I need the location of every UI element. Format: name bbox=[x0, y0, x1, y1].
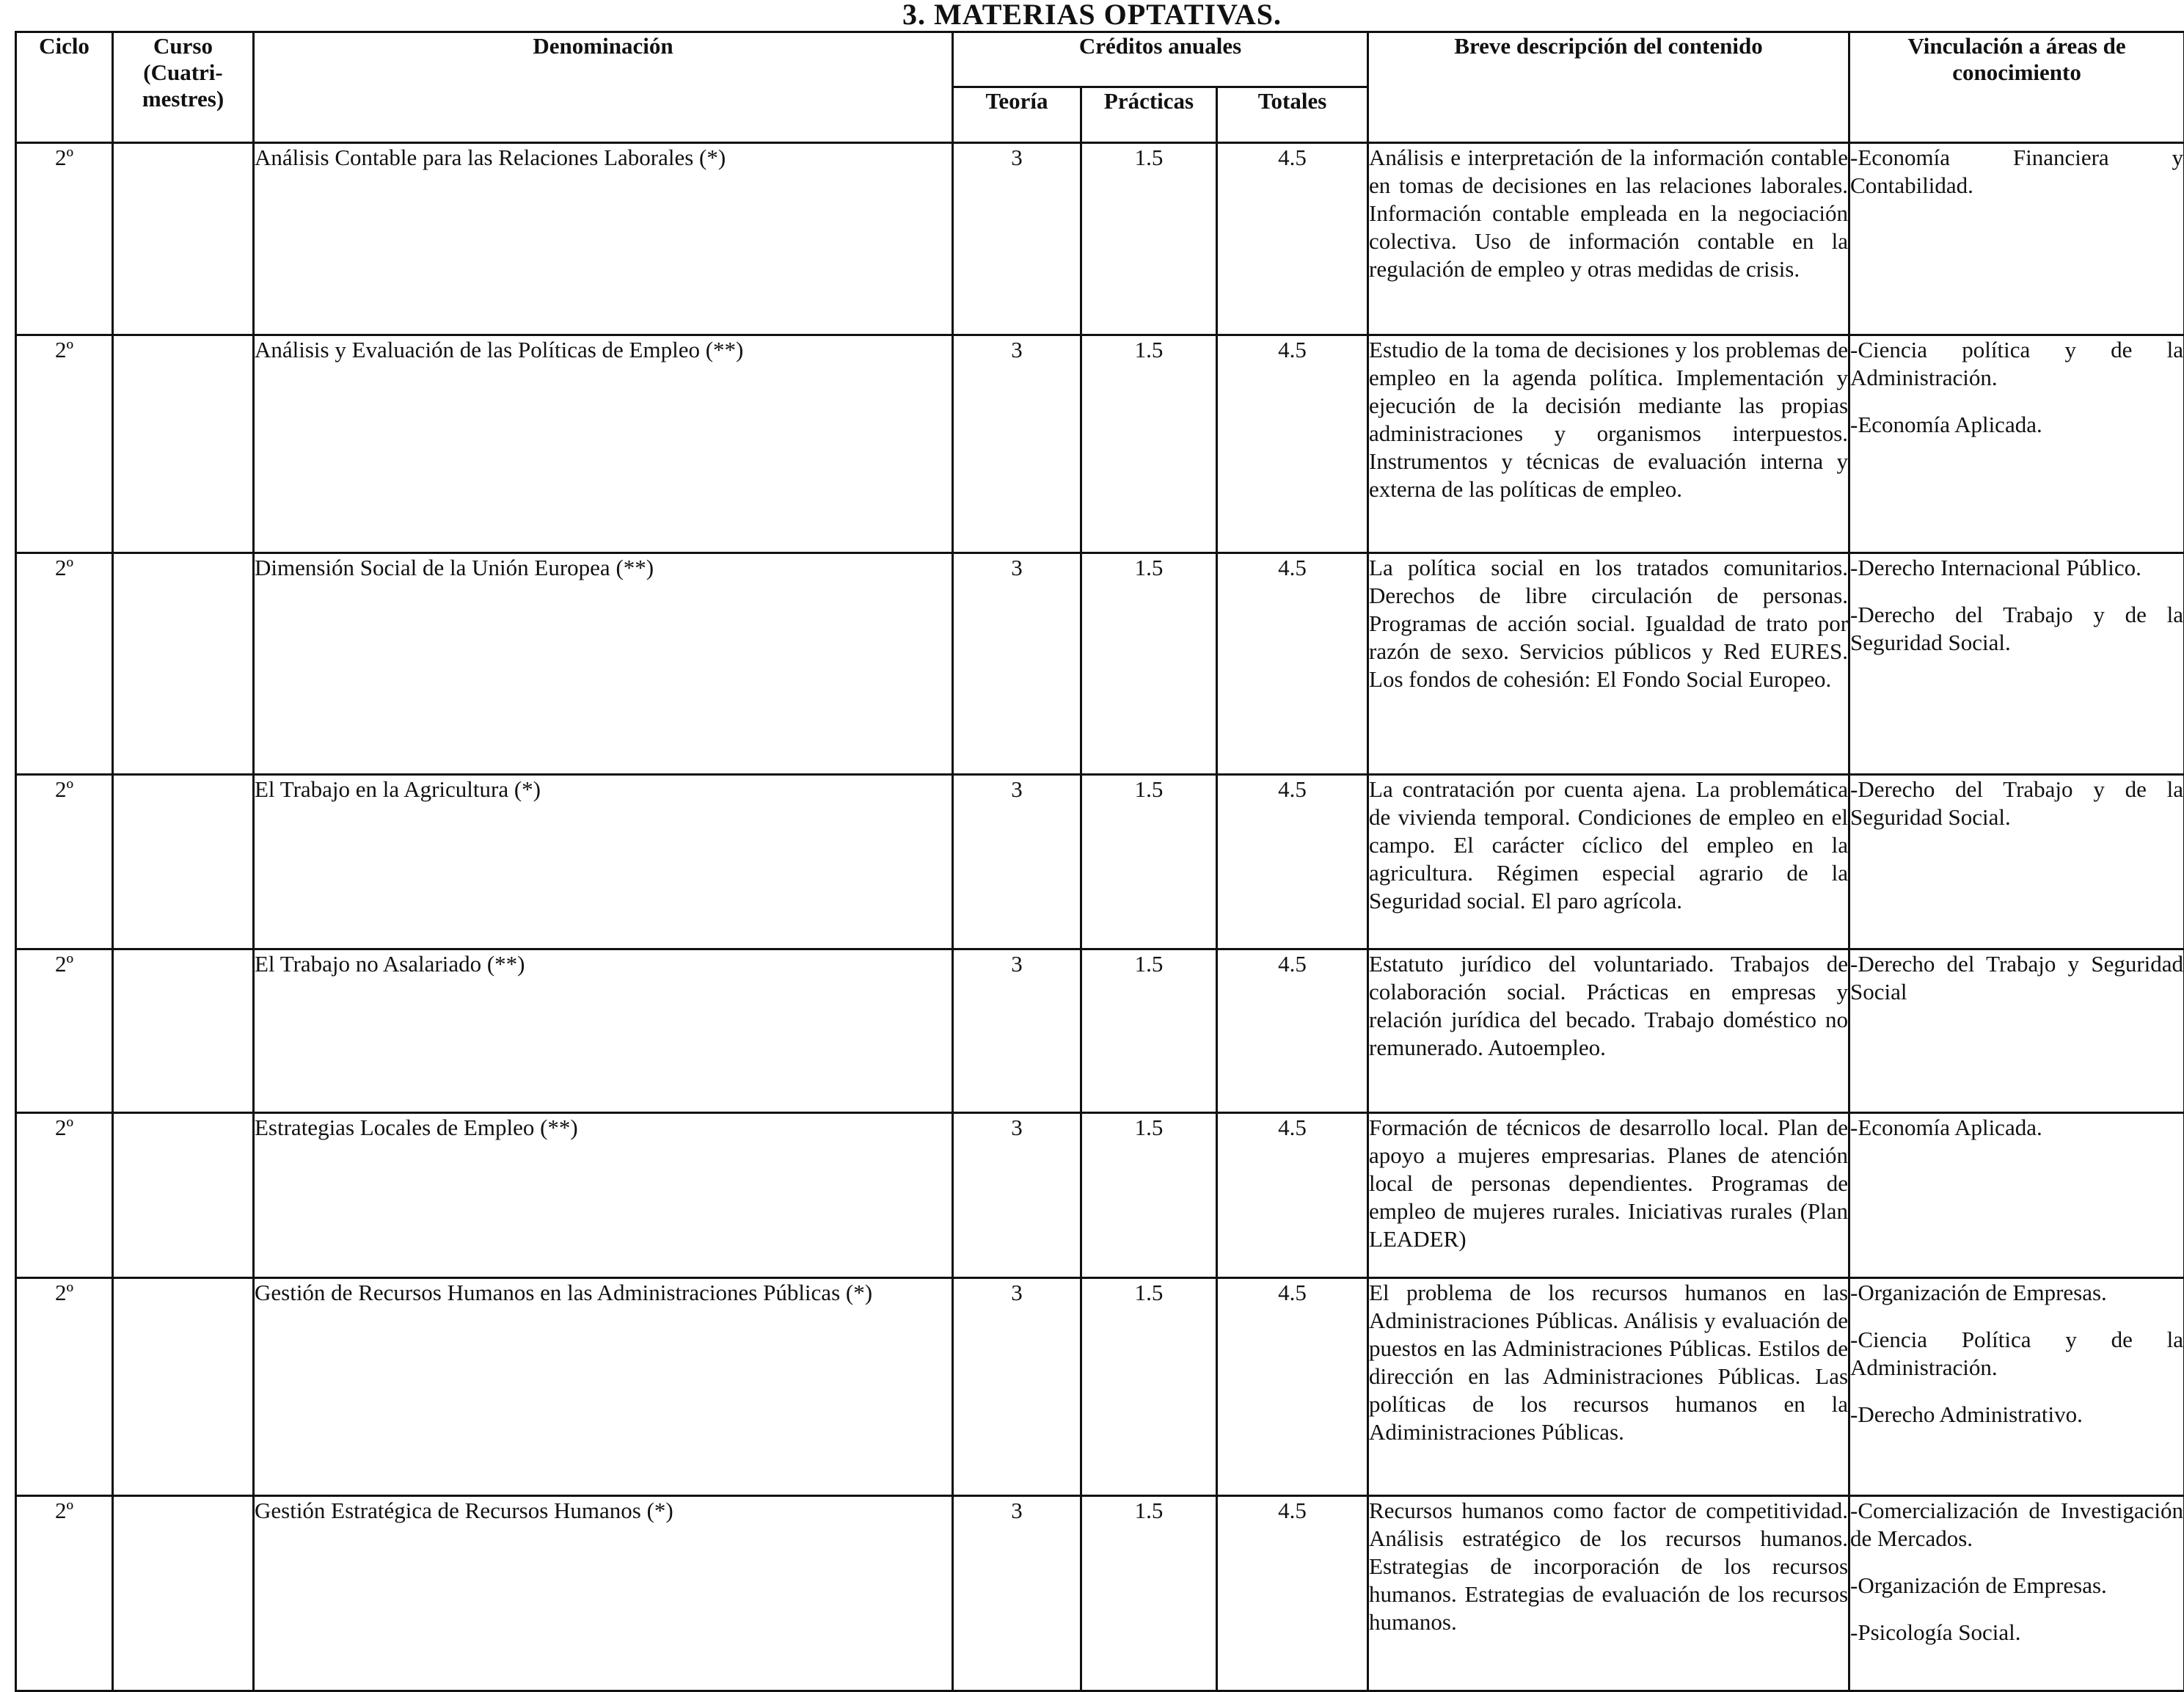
cell-descripcion: Análisis e interpretación de la información contable en tomas de decisiones en las relaciones laborales. Información contable empleada en la negociación colectiva. Uso de información contable en la regulación de empleo y otras medidas de crisis. bbox=[1368, 143, 1849, 335]
cell-teoria: 3 bbox=[953, 143, 1081, 335]
cell-curso bbox=[113, 775, 254, 949]
area-item: -Organización de Empresas. bbox=[1850, 1279, 2183, 1307]
cell-teoria: 3 bbox=[953, 949, 1081, 1113]
cell-ciclo: 2º bbox=[16, 553, 113, 775]
cell-totales: 4.5 bbox=[1217, 775, 1368, 949]
table-row bbox=[16, 1278, 2184, 1496]
optional-subjects-table bbox=[15, 31, 2184, 1692]
cell-descripcion: Estatuto jurídico del voluntariado. Trabajos de colaboración social. Prácticas en empresas y relación jurídica del becado. Trabajo doméstico no remunerado. Autoempleo. bbox=[1368, 949, 1849, 1113]
cell-curso bbox=[113, 553, 254, 775]
cell-curso bbox=[113, 1113, 254, 1278]
table-row bbox=[16, 143, 2184, 335]
cell-denominacion: Análisis Contable para las Relaciones Laborales (*) bbox=[254, 143, 953, 335]
area-item: -Ciencia Política y de la Administración. bbox=[1850, 1326, 2183, 1382]
cell-totales: 4.5 bbox=[1217, 335, 1368, 553]
table-row bbox=[16, 775, 2184, 949]
cell-practicas: 1.5 bbox=[1081, 1496, 1217, 1691]
cell-vinculacion bbox=[1849, 775, 2184, 949]
area-item: -Organización de Empresas. bbox=[1850, 1572, 2183, 1600]
cell-descripcion: La contratación por cuenta ajena. La problemática de vivienda temporal. Condiciones de empleo en el campo. El carácter cíclico del empleo en la agricultura. Régimen especial agrario de la Seguridad social. El paro agrícola. bbox=[1368, 775, 1849, 949]
cell-denominacion: Gestión de Recursos Humanos en las Administraciones Públicas (*) bbox=[254, 1278, 953, 1496]
cell-teoria: 3 bbox=[953, 1278, 1081, 1496]
table-row bbox=[16, 553, 2184, 775]
header-vinculacion: Vinculación a áreas de conocimiento bbox=[1849, 32, 2184, 143]
cell-curso bbox=[113, 143, 254, 335]
header-curso: Curso (Cuatri-mestres) bbox=[113, 32, 254, 143]
cell-practicas: 1.5 bbox=[1081, 143, 1217, 335]
cell-ciclo: 2º bbox=[16, 949, 113, 1113]
cell-vinculacion bbox=[1849, 1496, 2184, 1691]
cell-denominacion: Dimensión Social de la Unión Europea (**) bbox=[254, 553, 953, 775]
cell-practicas: 1.5 bbox=[1081, 1113, 1217, 1278]
cell-descripcion: La política social en los tratados comunitarios. Derechos de libre circulación de personas. Programas de acción social. Igualdad de trato por razón de sexo. Servicios públicos y Red EURES. Los fondos de cohesión: El Fondo Social Europeo. bbox=[1368, 553, 1849, 775]
header-ciclo: Ciclo bbox=[16, 32, 113, 143]
cell-practicas: 1.5 bbox=[1081, 1278, 1217, 1496]
cell-practicas: 1.5 bbox=[1081, 949, 1217, 1113]
area-item: -Psicología Social. bbox=[1850, 1619, 2183, 1647]
cell-descripcion: Estudio de la toma de decisiones y los problemas de empleo en la agenda política. Implementación y ejecución de la decisión mediante las propias administraciones y organismos interpuestos. Instrumentos y técnicas de evaluación interna y externa de las políticas de empleo. bbox=[1368, 335, 1849, 553]
cell-totales: 4.5 bbox=[1217, 143, 1368, 335]
cell-totales: 4.5 bbox=[1217, 1496, 1368, 1691]
table-row bbox=[16, 949, 2184, 1113]
cell-denominacion: Estrategias Locales de Empleo (**) bbox=[254, 1113, 953, 1278]
cell-denominacion: Análisis y Evaluación de las Políticas de Empleo (**) bbox=[254, 335, 953, 553]
cell-ciclo: 2º bbox=[16, 335, 113, 553]
header-teoria: Teoría bbox=[953, 87, 1081, 143]
area-item: -Ciencia política y de la Administración. bbox=[1850, 336, 2183, 392]
cell-ciclo: 2º bbox=[16, 775, 113, 949]
area-item: -Economía Financiera y Contabilidad. bbox=[1850, 144, 2183, 200]
cell-descripcion: Recursos humanos como factor de competitividad. Análisis estratégico de los recursos humanos. Estrategias de incorporación de los recursos humanos. Estrategias de evaluación de los recursos humanos. bbox=[1368, 1496, 1849, 1691]
cell-practicas: 1.5 bbox=[1081, 335, 1217, 553]
cell-teoria: 3 bbox=[953, 1113, 1081, 1278]
cell-vinculacion bbox=[1849, 949, 2184, 1113]
cell-teoria: 3 bbox=[953, 335, 1081, 553]
header-totales: Totales bbox=[1217, 87, 1368, 143]
area-item: -Derecho del Trabajo y de la Seguridad Social. bbox=[1850, 601, 2183, 657]
cell-denominacion: El Trabajo en la Agricultura (*) bbox=[254, 775, 953, 949]
cell-denominacion: El Trabajo no Asalariado (**) bbox=[254, 949, 953, 1113]
table-body bbox=[16, 143, 2184, 1691]
cell-ciclo: 2º bbox=[16, 1278, 113, 1496]
cell-curso bbox=[113, 335, 254, 553]
cell-vinculacion bbox=[1849, 1278, 2184, 1496]
cell-vinculacion bbox=[1849, 143, 2184, 335]
header-descripcion: Breve descripción del contenido bbox=[1368, 32, 1849, 143]
cell-teoria: 3 bbox=[953, 553, 1081, 775]
cell-practicas: 1.5 bbox=[1081, 553, 1217, 775]
cell-ciclo: 2º bbox=[16, 143, 113, 335]
cell-teoria: 3 bbox=[953, 775, 1081, 949]
area-item: -Derecho Internacional Público. bbox=[1850, 554, 2183, 582]
area-item: -Derecho del Trabajo y de la Seguridad Social. bbox=[1850, 776, 2183, 831]
header-creditos-anuales: Créditos anuales bbox=[953, 32, 1368, 87]
cell-ciclo: 2º bbox=[16, 1113, 113, 1278]
header-denominacion: Denominación bbox=[254, 32, 953, 143]
table-row bbox=[16, 335, 2184, 553]
cell-vinculacion bbox=[1849, 1113, 2184, 1278]
cell-curso bbox=[113, 949, 254, 1113]
cell-practicas: 1.5 bbox=[1081, 775, 1217, 949]
header-practicas: Prácticas bbox=[1081, 87, 1217, 143]
table-row bbox=[16, 1496, 2184, 1691]
cell-totales: 4.5 bbox=[1217, 949, 1368, 1113]
cell-curso bbox=[113, 1278, 254, 1496]
cell-curso bbox=[113, 1496, 254, 1691]
cell-ciclo: 2º bbox=[16, 1496, 113, 1691]
page-title: 3. MATERIAS OPTATIVAS. bbox=[0, 0, 2184, 29]
area-item: -Derecho del Trabajo y Seguridad Social bbox=[1850, 950, 2183, 1006]
cell-vinculacion bbox=[1849, 335, 2184, 553]
area-item: -Comercialización de Investigación de Mercados. bbox=[1850, 1497, 2183, 1553]
cell-denominacion: Gestión Estratégica de Recursos Humanos (*) bbox=[254, 1496, 953, 1691]
cell-descripcion: El problema de los recursos humanos en las Administraciones Públicas. Análisis y evaluación de puestos en las Administraciones Públicas. Estilos de dirección en las Administraciones Públicas. Las políticas de los recursos humanos en la Adiministraciones Públicas. bbox=[1368, 1278, 1849, 1496]
cell-totales: 4.5 bbox=[1217, 553, 1368, 775]
table-row bbox=[16, 1113, 2184, 1278]
cell-vinculacion bbox=[1849, 553, 2184, 775]
cell-totales: 4.5 bbox=[1217, 1113, 1368, 1278]
area-item: -Derecho Administrativo. bbox=[1850, 1401, 2183, 1429]
cell-totales: 4.5 bbox=[1217, 1278, 1368, 1496]
cell-descripcion: Formación de técnicos de desarrollo local. Plan de apoyo a mujeres empresarias. Planes de atención local de personas dependientes. Programas de empleo de mujeres rurales. Iniciativas rurales (Plan LEADER) bbox=[1368, 1113, 1849, 1278]
cell-teoria: 3 bbox=[953, 1496, 1081, 1691]
area-item: -Economía Aplicada. bbox=[1850, 1114, 2183, 1142]
area-item: -Economía Aplicada. bbox=[1850, 411, 2183, 439]
